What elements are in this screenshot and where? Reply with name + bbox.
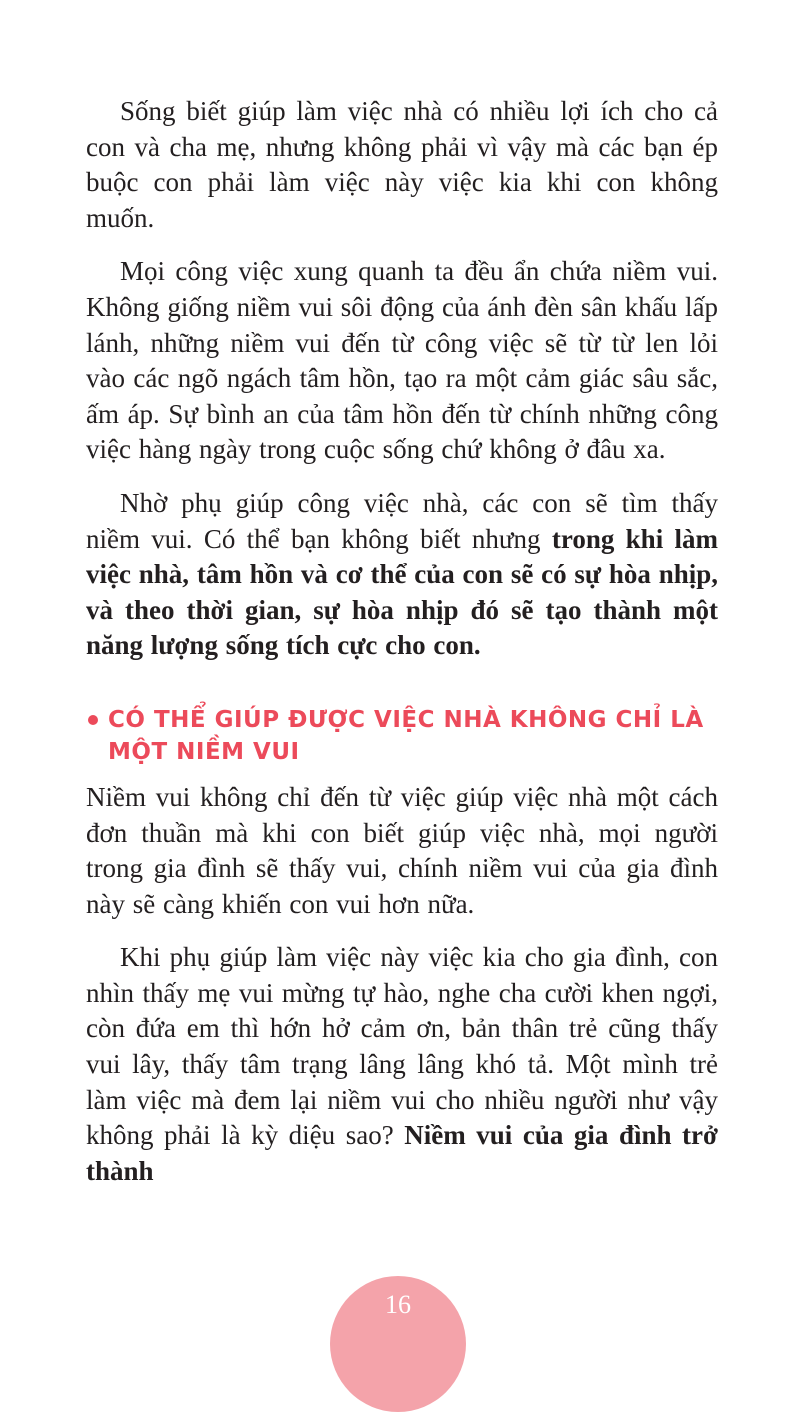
paragraph-3 [86,486,718,664]
page-number-badge [330,1276,466,1412]
section-heading [86,704,718,768]
paragraph-5 [86,940,718,1189]
paragraph-5-intro: Khi phụ giúp làm việc này việc kia cho gia đình, con nhìn thấy mẹ vui mừng tự hào, nghe cha cười khen ngợi, còn đứa em thì hớn hở cảm ơn, bản thân trẻ cũng thấy vui lây, thấy tâm trạng lâng lâng khó tả. Một mình trẻ làm việc mà đem lại niềm vui cho nhiều người như vậy không phải là kỳ diệu sao? [86,942,718,1151]
paragraph-4: Niềm vui không chỉ đến từ việc giúp việc nhà một cách đơn thuần mà khi con biết giúp việc nhà, mọi người trong gia đình sẽ thấy vui, chính niềm vui của gia đình này sẽ càng khiến con vui hơn nữa. [86,781,718,919]
paragraph-5-bold: Niềm vui của gia đình trở thành [86,1120,718,1186]
bullet-dot-icon [88,715,98,725]
section-heading-text: CÓ THỂ GIÚP ĐƯỢC VIỆC NHÀ KHÔNG CHỈ LÀ MỘT NIỀM VUI [108,706,704,765]
page-number: 16 [385,1290,411,1319]
paragraph-2: Mọi công việc xung quanh ta đều ẩn chứa niềm vui. Không giống niềm vui sôi động của ánh đèn sân khấu lấp lánh, những niềm vui đến từ công việc sẽ từ từ len lỏi vào các ngõ ngách tâm hồn, tạo ra một cảm giác sâu sắc, ấm áp. Sự bình an của tâm hồn đến từ chính những công việc hàng ngày trong cuộc sống chứ không ở đâu xa. [86,256,718,465]
page-content [86,94,718,1207]
paragraph-1: Sống biết giúp làm việc nhà có nhiều lợi ích cho cả con và cha mẹ, nhưng không phải vì vậy mà các bạn ép buộc con phải làm việc này việc kia khi con không muốn. [86,96,718,233]
paragraph-3-bold: trong khi làm việc nhà, tâm hồn và cơ thể của con sẽ có sự hòa nhịp, và theo thời gian, sự hòa nhịp đó sẽ tạo thành một năng lượng sống tích cực cho con. [86,523,718,661]
paragraph-3-intro: Nhờ phụ giúp công việc nhà, các con sẽ tìm thấy niềm vui. Có thể bạn không biết nhưng [86,487,718,554]
